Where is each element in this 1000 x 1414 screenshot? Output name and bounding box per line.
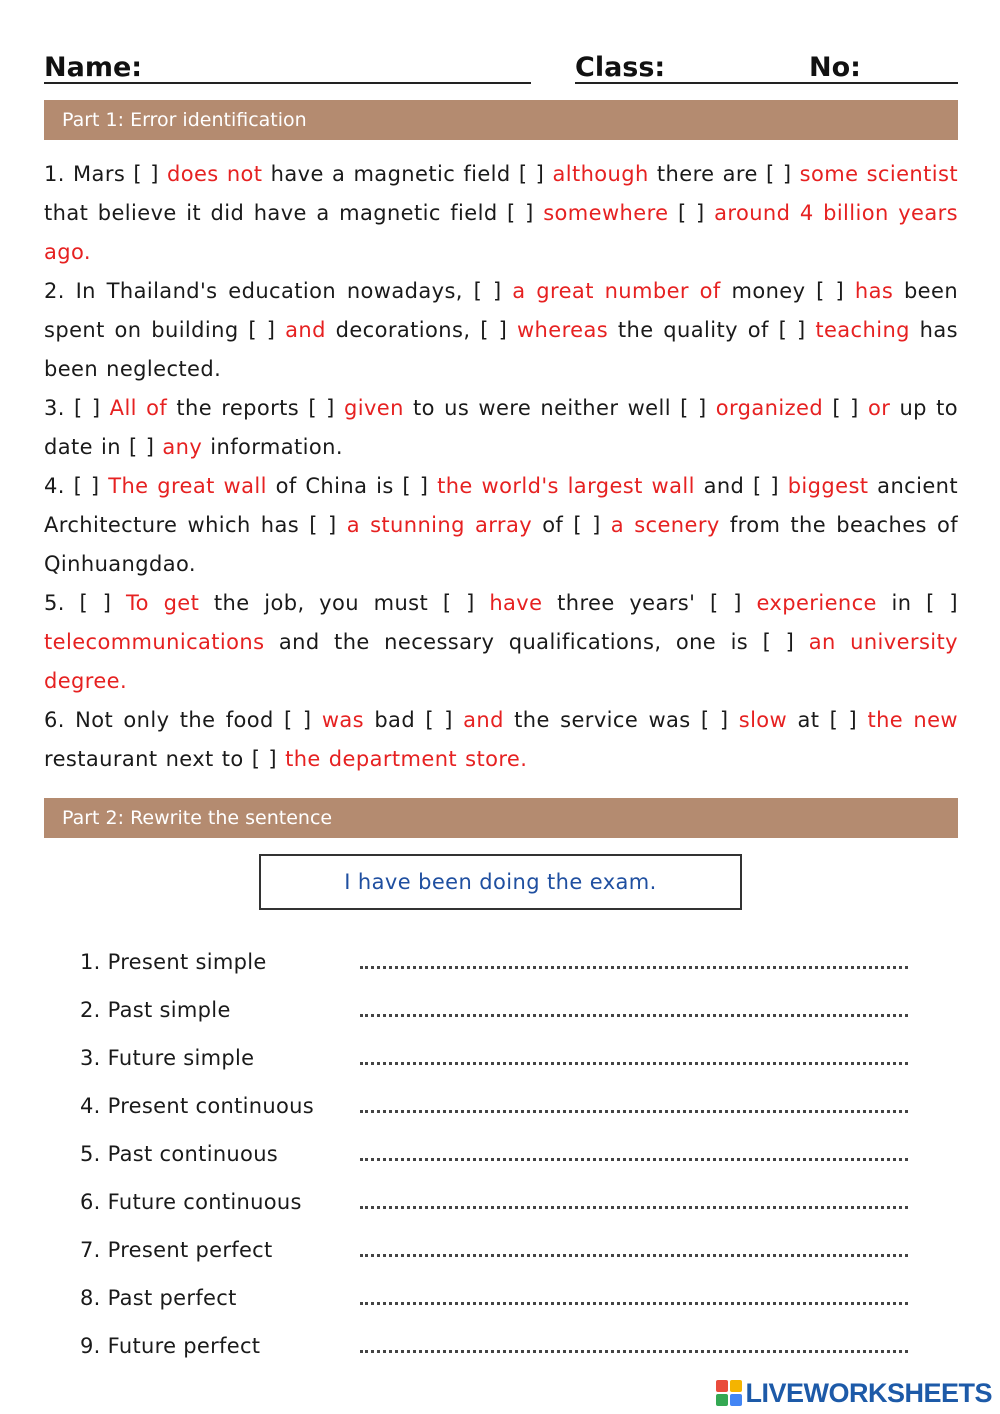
sentence-text: been spent on building [ ] (44, 279, 959, 343)
rewrite-item (80, 1040, 910, 1076)
highlighted-phrase[interactable]: have (489, 591, 543, 615)
liveworksheets-brand (716, 1378, 992, 1408)
highlighted-phrase[interactable]: the world's largest wall (437, 474, 695, 498)
highlighted-phrase[interactable]: the new (867, 708, 959, 732)
highlighted-phrase[interactable]: To get (126, 591, 200, 615)
sentence-text: bad [ ] (364, 708, 464, 732)
tense-label: 1. Present simple (80, 950, 267, 974)
sentence-text: [ ] (668, 201, 715, 226)
highlighted-phrase[interactable]: or (867, 396, 891, 420)
name-line[interactable] (44, 82, 531, 84)
sentence-text: has been neglected. (44, 318, 958, 382)
question-4 (44, 467, 958, 585)
answer-line[interactable] (360, 1206, 908, 1209)
highlighted-phrase[interactable]: a great number of (512, 279, 721, 303)
highlighted-phrase[interactable]: a stunning array (346, 513, 533, 538)
question-6 (44, 701, 958, 779)
sentence-text: restaurant next to [ ] (44, 747, 286, 772)
rewrite-item (80, 1280, 910, 1316)
highlighted-phrase[interactable]: All of (109, 396, 168, 420)
sentence-text: ancient Architecture which has [ ] (44, 474, 959, 538)
highlighted-phrase[interactable]: organized (715, 396, 824, 420)
tense-label: 8. Past perfect (80, 1286, 237, 1310)
highlighted-phrase[interactable]: slow (738, 708, 788, 732)
tense-label: 4. Present continuous (80, 1094, 314, 1118)
question-5 (44, 584, 958, 702)
part1-title-bar: Part 1: Error identification (44, 100, 958, 140)
answer-line[interactable] (360, 1254, 908, 1257)
part2-title-bar: Part 2: Rewrite the sentence (44, 798, 958, 838)
highlighted-phrase[interactable]: was (321, 708, 365, 732)
highlighted-phrase[interactable]: has (854, 279, 894, 303)
question-2 (44, 272, 958, 390)
highlighted-phrase[interactable]: and (463, 708, 504, 732)
name-label: Name: (44, 52, 143, 83)
rewrite-item (80, 944, 910, 980)
sentence-text: the quality of [ ] (608, 318, 816, 343)
liveworksheets-logo-icon (716, 1380, 742, 1406)
tense-label: 2. Past simple (80, 998, 231, 1022)
highlighted-phrase[interactable]: does not (167, 162, 263, 186)
highlighted-phrase[interactable]: although (552, 162, 649, 186)
sentence-text: 2. In Thailand's education nowadays, [ ] (44, 279, 513, 303)
tense-label: 9. Future perfect (80, 1334, 261, 1358)
answer-line[interactable] (360, 966, 908, 969)
answer-line[interactable] (360, 1062, 908, 1065)
rewrite-item (80, 1184, 910, 1220)
rewrite-item (80, 992, 910, 1028)
sentence-text: to us were neither well [ ] (403, 396, 716, 420)
highlighted-phrase[interactable]: some scientist (799, 162, 958, 186)
sentence-text: 1. Mars [ ] (44, 162, 167, 186)
sentence-text: in [ ] (876, 591, 958, 615)
highlighted-phrase[interactable]: The great wall (108, 474, 267, 498)
highlighted-phrase[interactable]: the department store. (285, 747, 528, 772)
highlighted-phrase[interactable]: experience (756, 591, 877, 615)
highlighted-phrase[interactable]: a scenery (610, 513, 720, 538)
sentence-text: the job, you must [ ] (199, 591, 490, 615)
highlighted-phrase[interactable]: any (162, 435, 203, 460)
sentence-text: information. (202, 435, 343, 460)
answer-line[interactable] (360, 1158, 908, 1161)
highlighted-phrase[interactable]: and (285, 318, 326, 343)
sentence-text: from the beaches of Qinhuangdao. (44, 513, 959, 577)
sentence-text: [ ] (823, 396, 868, 420)
class-label: Class: (575, 52, 666, 83)
tense-label: 3. Future simple (80, 1046, 255, 1070)
sentence-text: of China is [ ] (266, 474, 438, 498)
answer-line[interactable] (360, 1014, 908, 1017)
sentence-text: and the necessary qualifications, one is [ ] (264, 630, 809, 655)
rewrite-item (80, 1088, 910, 1124)
highlighted-phrase[interactable]: whereas (516, 318, 609, 343)
tense-label: 5. Past continuous (80, 1142, 279, 1166)
sentence-text: at [ ] (787, 708, 868, 732)
question-3 (44, 389, 958, 467)
sentence-text: 5. [ ] (44, 591, 126, 615)
brand-text: LIVEWORKSHEETS (745, 1377, 992, 1408)
sentence-text: of [ ] (532, 513, 611, 538)
highlighted-phrase[interactable]: given (343, 396, 404, 420)
target-sentence-box: I have been doing the exam. (259, 854, 742, 910)
answer-line[interactable] (360, 1110, 908, 1113)
class-no-line[interactable] (575, 82, 958, 84)
sentence-text: and [ ] (694, 474, 788, 498)
sentence-text: 4. [ ] (44, 474, 109, 498)
sentence-text: have a magnetic field [ ] (262, 162, 553, 186)
sentence-text: decorations, [ ] (325, 318, 517, 343)
question-1 (44, 155, 958, 273)
sentence-text: three years' [ ] (542, 591, 757, 615)
tense-label: 7. Present perfect (80, 1238, 273, 1262)
highlighted-phrase[interactable]: an university degree. (44, 630, 958, 694)
sentence-text: there are [ ] (648, 162, 800, 186)
sentence-text: that believe it did have a magnetic field [ ] (44, 201, 544, 226)
rewrite-item (80, 1136, 910, 1172)
sentence-text: the service was [ ] (503, 708, 739, 732)
sentence-text: the reports [ ] (167, 396, 344, 420)
sentence-text: up to date in [ ] (44, 396, 959, 460)
highlighted-phrase[interactable]: telecommunications (44, 630, 265, 655)
no-label: No: (809, 52, 861, 83)
sentence-text: 6. Not only the food [ ] (44, 708, 322, 732)
highlighted-phrase[interactable]: somewhere (543, 201, 669, 226)
student-info-header (44, 52, 958, 86)
answer-line[interactable] (360, 1350, 908, 1353)
tense-label: 6. Future continuous (80, 1190, 302, 1214)
highlighted-phrase[interactable]: biggest (787, 474, 869, 498)
sentence-text: 3. [ ] (44, 396, 110, 420)
highlighted-phrase[interactable]: around 4 billion years ago. (44, 201, 958, 265)
answer-line[interactable] (360, 1302, 908, 1305)
sentence-text: money [ ] (720, 279, 855, 303)
rewrite-item (80, 1232, 910, 1268)
rewrite-item (80, 1328, 910, 1364)
highlighted-phrase[interactable]: teaching (815, 318, 910, 343)
